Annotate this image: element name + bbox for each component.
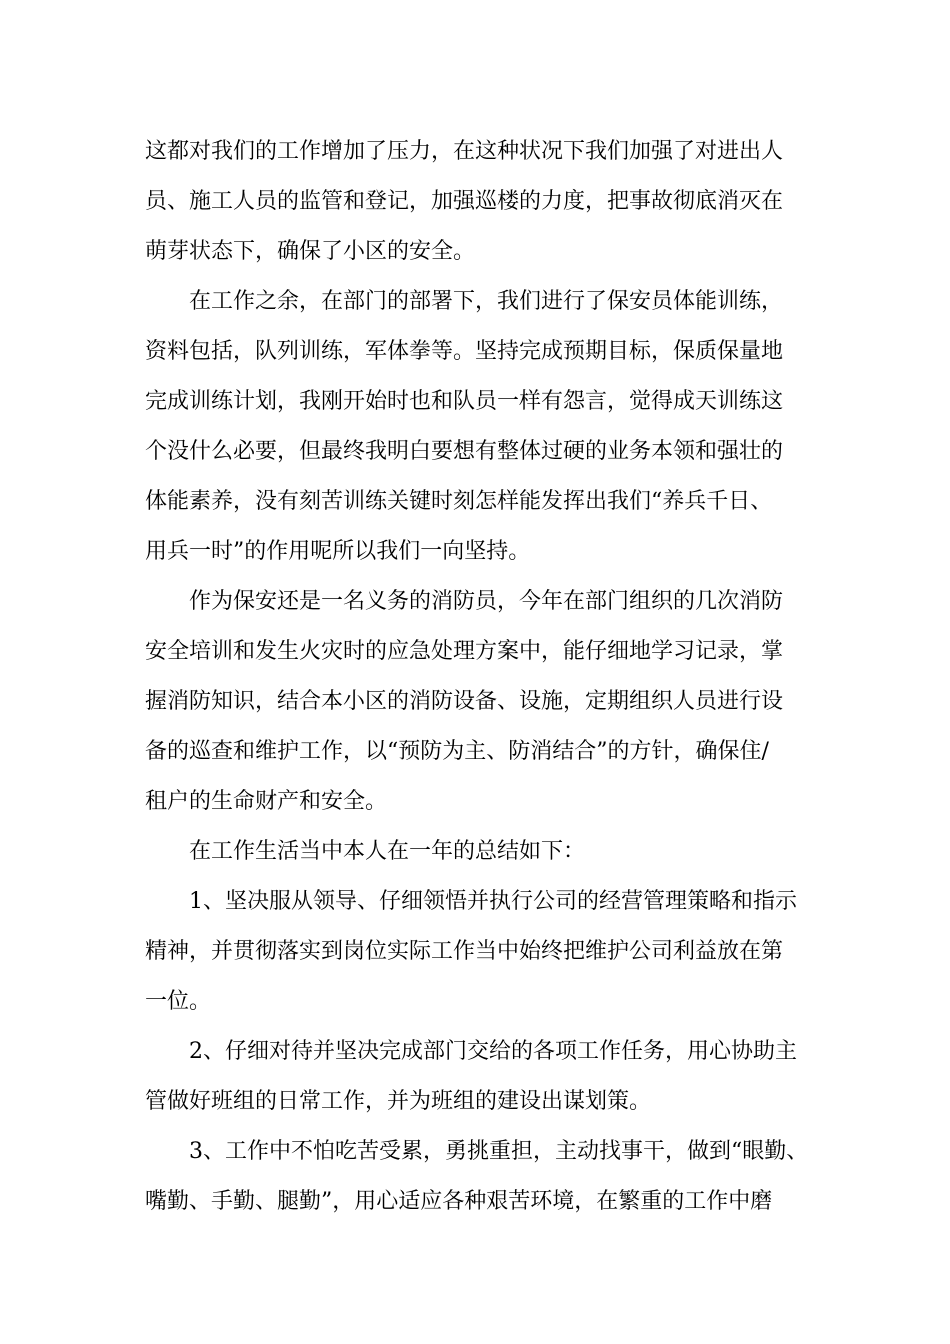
list-item-1-line-1: 1、坚决服从领导、仔细领悟并执行公司的经营管理策略和指示 (189, 889, 797, 914)
list-item-3-line-1: 3、工作中不怕吃苦受累，勇挑重担，主动找事干，做到“眼勤、 (189, 1139, 809, 1164)
text-line-13: 备的巡查和维护工作，以“预防为主、防消结合”的方针，确保住/ (145, 739, 769, 764)
text-line-5: 资料包括，队列训练，军体拳等。坚持完成预期目标，保质保量地 (145, 339, 784, 364)
text-line-11: 安全培训和发生火灾时的应急处理方案中，能仔细地学习记录，掌 (145, 639, 784, 664)
text-line-14: 租户的生命财产和安全。 (145, 789, 388, 814)
text-line-1: 这都对我们的工作增加了压力，在这种状况下我们加强了对进出人 (145, 139, 784, 164)
list-item-2-line-2: 管做好班组的日常工作，并为班组的建设出谋划策。 (145, 1089, 652, 1114)
paragraph-start-line-10: 作为保安还是一名义务的消防员，今年在部门组织的几次消防 (189, 589, 784, 614)
text-line-9: 用兵一时”的作用呢所以我们一向坚持。 (145, 539, 531, 564)
text-line-8: 体能素养，没有刻苦训练关键时刻怎样能发挥出我们“养兵千日、 (145, 489, 773, 514)
list-item-2-line-1: 2、仔细对待并坚决完成部门交给的各项工作任务，用心协助主 (189, 1039, 797, 1064)
paragraph-start-line-15: 在工作生活当中本人在一年的总结如下： (189, 839, 586, 864)
text-line-12: 握消防知识，结合本小区的消防设备、设施，定期组织人员进行设 (145, 689, 784, 714)
document-body (145, 127, 825, 1227)
text-line-7: 个没什么必要，但最终我明白要想有整体过硬的业务本领和强壮的 (145, 439, 784, 464)
text-line-3: 萌芽状态下，确保了小区的安全。 (145, 239, 476, 264)
list-item-1-line-3: 一位。 (145, 989, 212, 1014)
list-item-1-line-2: 精神，并贯彻落实到岗位实际工作当中始终把维护公司利益放在第 (145, 939, 784, 964)
text-line-2: 员、施工人员的监管和登记，加强巡楼的力度，把事故彻底消灭在 (145, 189, 784, 214)
list-item-3-line-2: 嘴勤、手勤、腿勤”，用心适应各种艰苦环境，在繁重的工作中磨 (145, 1189, 773, 1214)
paragraph-start-line-4: 在工作之余，在部门的部署下，我们进行了保安员体能训练， (189, 289, 784, 314)
text-line-6: 完成训练计划，我刚开始时也和队员一样有怨言，觉得成天训练这 (145, 389, 784, 414)
